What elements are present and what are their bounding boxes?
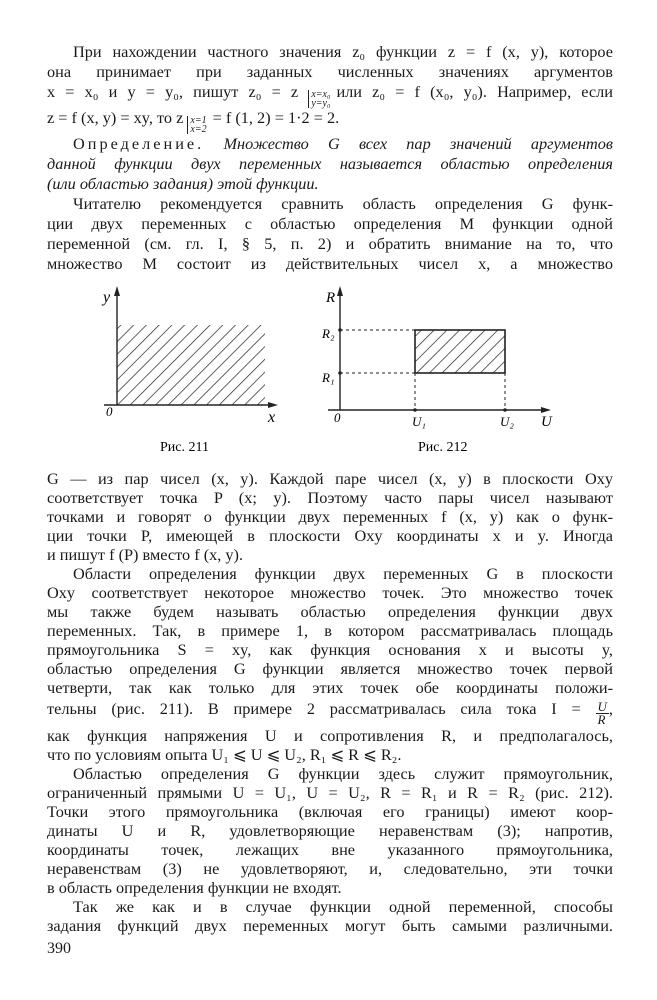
line-text: Областью определения G функции здесь служит прямоугольник, [73,764,613,783]
text-line [47,859,613,878]
fraction [596,701,609,726]
text-line [47,726,613,745]
y-axis-arrow-icon [114,286,120,296]
x-axis-label: x [268,409,276,426]
figure-211 [101,286,278,455]
text-line [47,214,613,234]
line-text: она принимает при заданных численных значениях аргументов [47,62,613,81]
text-segment: z = f (x, y) = xy, то z [47,108,184,127]
line-text: данной функции двух переменных называется областью определения [47,154,613,173]
text-line [47,254,613,274]
text-line [47,783,613,802]
line-text: Oxy соответствует некоторое множество точек. Это множество точек [47,583,613,602]
line-text: Читателю рекомендуется сравнить область определения G функ- [73,194,613,213]
text-line [47,764,613,783]
origin-label: 0 [334,410,341,425]
line-text: (или областью задания) этой функции. [47,174,319,193]
line-text: что по условиям опыта U₁ ⩽ U ⩽ U₂, R₁ ⩽ R ⩽ R₂. [47,745,402,764]
text-line [47,469,613,488]
substitution-conditions [308,90,330,108]
line-text: Так же как и в случае функции одной переменной, способы [73,897,613,916]
text-line [47,82,613,108]
text-line [47,621,613,640]
definition-heading: Определение. [73,134,205,153]
condition: x=x₀ [311,89,331,100]
u-axis-label: U [541,414,552,430]
line-text: Области определения функции двух переменных G в плоскости [73,564,613,583]
origin-label: 0 [106,404,113,419]
u-axis-arrow-icon [541,407,551,413]
text-line [47,564,613,583]
text-block-top [47,42,613,274]
text-line [47,659,613,678]
line-text: координаты точек, лежащих вне указанного прямоугольника, [47,840,613,859]
line-text: четверти, так как только для этих точек обе координаты положи- [47,678,613,697]
text-line [47,545,613,564]
line-text: ограниченный прямыми U = U₁, U = U₂, R = R₁ и R = R₂ (рис. 212). [47,783,613,802]
r-axis-label: R [326,290,336,306]
domain-first-quadrant-hatch [117,325,265,405]
numerator: U [597,699,607,714]
text-line [47,134,613,154]
y-axis-label: y [103,289,111,306]
text-line [47,802,613,821]
line-text: ции двух переменных с областью определения M функции одной [47,214,613,233]
line-text: мы также будем называть областью определения функции двух [47,602,613,621]
text-line [47,897,613,916]
line-text: и пишут f (P) вместо f (x, y). [47,545,244,564]
text-line [47,194,613,214]
substitution-conditions [187,116,206,134]
figure-caption: Рис. 212 [418,440,468,455]
text-line [47,62,613,82]
text-line [47,234,613,254]
text-segment: или z₀ = f (x₀, y₀). Например, если [336,82,614,101]
figures [0,280,657,460]
condition: x=1 [190,115,207,126]
r-axis-arrow-icon [337,286,343,296]
page-number: 390 [47,940,71,957]
line-text: Точки этого прямоугольника (включая его границы) имеют коор- [47,802,613,821]
condition: y=y₀ [311,98,331,109]
line-text: множество M состоит из действительных чисел x, а множество [47,254,613,273]
text-line [47,640,613,659]
figure-212 [321,286,553,455]
text-line [47,821,613,840]
text-line [47,678,613,697]
u1-label: U₁ [412,414,426,429]
text-line [47,154,613,174]
denominator: R [597,712,606,727]
text-line [47,916,613,935]
r1-label: R₁ [322,370,335,385]
text-block-bottom [47,469,613,935]
line-text: динаты U и R, удовлетворяющие неравенствам (3); напротив, [47,821,613,840]
line-text: в область определения функции не входят. [47,878,342,897]
figure-caption: Рис. 211 [160,440,209,455]
line-text: переменных. Так, в примере 1, в котором рассматривалась площадь [47,621,613,640]
text-line [47,602,613,621]
line-text: как функция напряжения U и сопротивления R, и предполагалось, [47,726,613,745]
u2-label: U₂ [500,414,514,429]
line-text: G — из пар чисел (x, y). Каждой паре чисел (x, y) в плоскости Oxy [47,469,613,488]
text-line [47,488,613,507]
text-line [47,878,613,897]
domain-rectangle [415,330,505,373]
text-segment: , [608,699,613,718]
line-text: Множество G всех пар значений аргументов [204,134,613,153]
condition: x=2 [190,124,207,135]
line-text: задания функций двух переменных могут быть самыми различными. [47,916,613,935]
r2-label: R₂ [322,326,335,341]
line-text: ции точки P, имеющей в плоскости Oxy координаты x и y. Иногда [47,526,613,545]
text-line [47,42,613,62]
text-line [47,108,613,134]
line-text: соответствует точка P (x; y). Поэтому часто пары чисел называют [47,488,613,507]
text-line [47,526,613,545]
text-line [47,583,613,602]
text-line [47,507,613,526]
line-text: прямоугольника S = xy, как функция основания x и высоты y, [47,640,613,659]
text-line [47,697,613,726]
text-segment: x = x₀ и y = y₀, пишут z₀ = z [47,82,299,101]
line-text: точками и говорят о функции двух переменных f (x, y) как о функ- [47,507,613,526]
line-text: областью определения G функции является множество точек первой [47,659,613,678]
text-segment: = f (1, 2) = 1·2 = 2. [212,108,340,127]
text-line [47,840,613,859]
text-line [47,745,613,764]
line-text: При нахождении частного значения z₀ функции z = f (x, y), которое [73,42,613,61]
text-segment: тельны (рис. 211). В примере 2 рассматривалась сила тока I = [47,699,581,718]
x-axis-arrow-icon [268,402,278,408]
text-line [47,174,613,194]
line-text: переменной (см. гл. I, § 5, п. 2) и обратить внимание на то, что [47,234,613,253]
line-text: неравенствам (3) не удовлетворяют, и, следовательно, эти точки [47,859,613,878]
